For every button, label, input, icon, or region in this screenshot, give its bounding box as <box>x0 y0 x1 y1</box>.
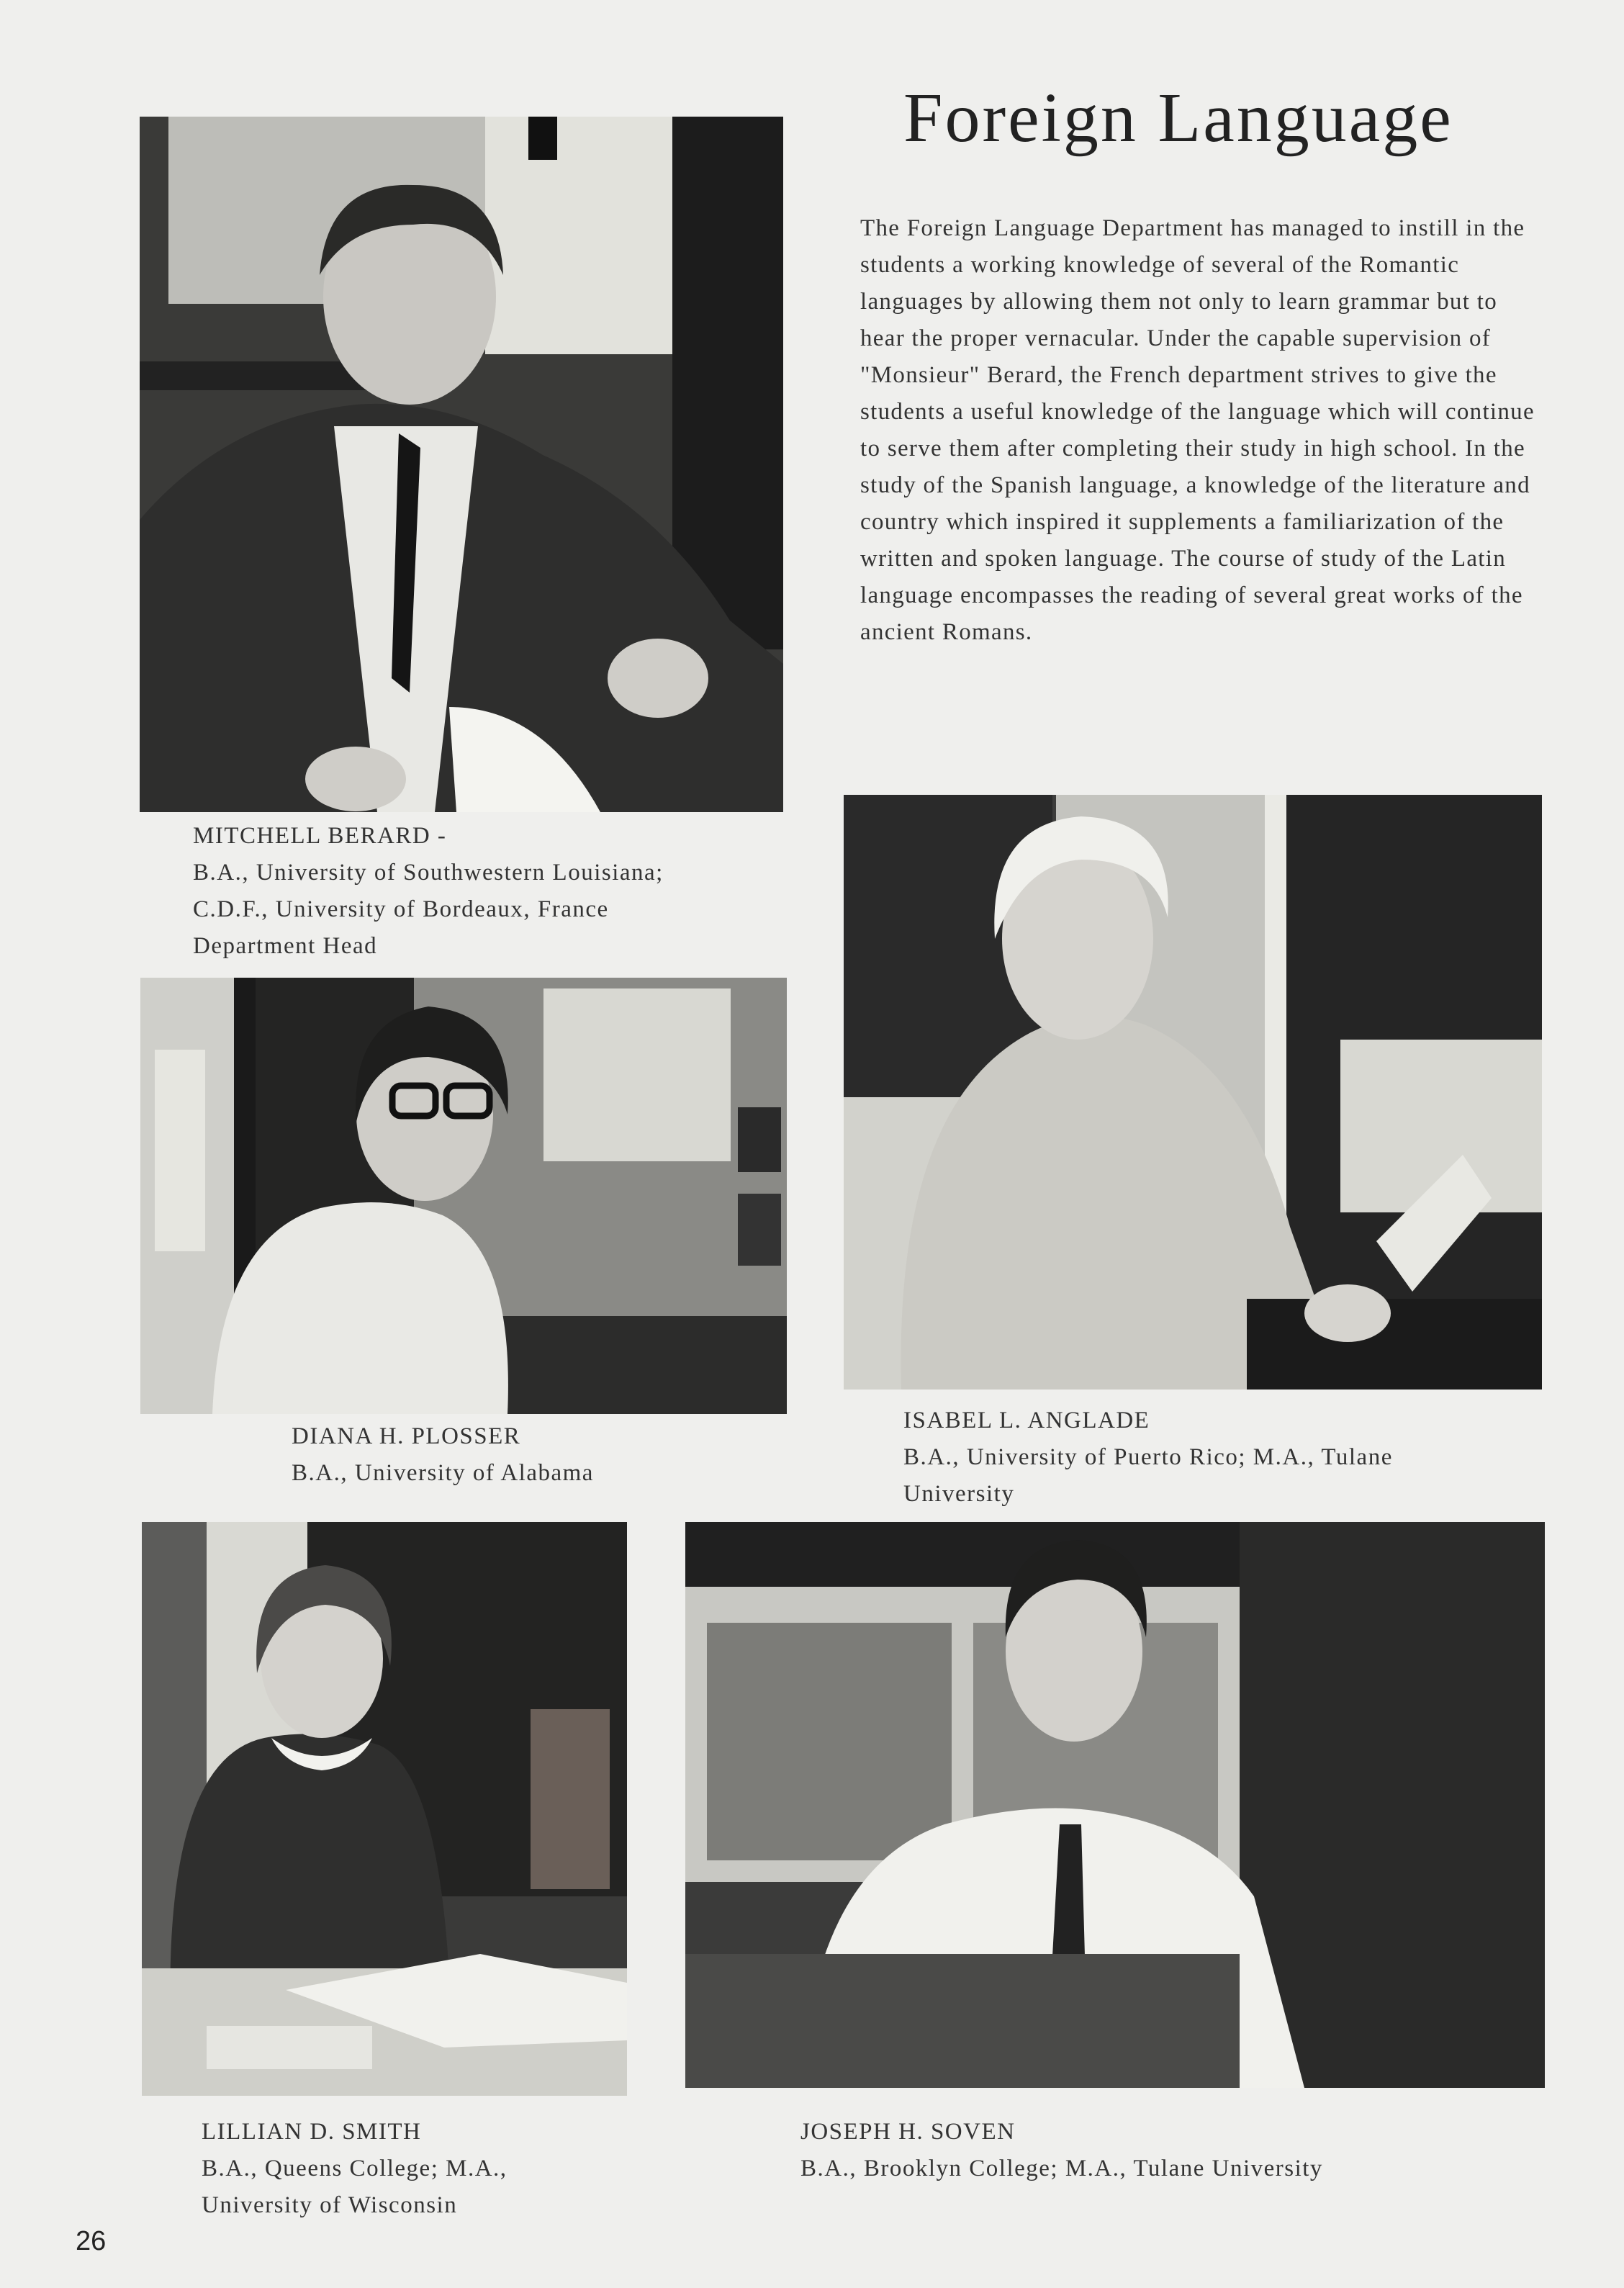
page-number: 26 <box>76 2226 107 2256</box>
faculty-credential: University <box>903 1481 1015 1507</box>
department-description: The Foreign Language Department has managed to instill in the students a working knowledge of several of the Romantic languages by allowing them not only to learn grammar but to hear the proper vernacular. Under the capable supervision of "Monsieur" Berard, the French department strives to give the students a useful knowledge of the language which will continue to serve them after completing their study in high school. In the study of the Spanish language, a knowledge of the literature and country which inspired it supplements a familiarization of the written and spoken language. The course of study of the Latin language encompasses the reading of several great works of the ancient Romans. <box>860 215 1535 645</box>
caption-diana-plosser <box>292 1418 594 1492</box>
faculty-credential: C.D.F., University of Bordeaux, France <box>193 896 609 922</box>
faculty-name: MITCHELL BERARD - <box>193 823 447 849</box>
faculty-name: ISABEL L. ANGLADE <box>903 1408 1150 1433</box>
caption-mitchell-berard <box>193 818 664 965</box>
photo-diana-plosser <box>140 978 787 1414</box>
faculty-credential: B.A., Brooklyn College; M.A., Tulane University <box>800 2156 1323 2181</box>
faculty-credential: University of Wisconsin <box>202 2192 458 2218</box>
faculty-name: DIANA H. PLOSSER <box>292 1423 521 1449</box>
page-title: Foreign Language <box>903 79 1453 157</box>
faculty-credential: B.A., University of Alabama <box>292 1460 594 1486</box>
photo-isabel-anglade <box>844 795 1542 1390</box>
faculty-credential: B.A., Queens College; M.A., <box>202 2156 508 2181</box>
photo-lillian-smith <box>142 1522 627 2096</box>
faculty-credential: B.A., University of Puerto Rico; M.A., Tulane <box>903 1444 1393 1470</box>
photo-joseph-soven <box>685 1522 1545 2088</box>
photo-mitchell-berard <box>140 117 783 812</box>
caption-lillian-smith <box>202 2114 508 2224</box>
faculty-name: JOSEPH H. SOVEN <box>800 2119 1016 2145</box>
faculty-credential: B.A., University of Southwestern Louisiana; <box>193 860 664 886</box>
faculty-role: Department Head <box>193 933 378 959</box>
faculty-name: LILLIAN D. SMITH <box>202 2119 422 2145</box>
caption-isabel-anglade <box>903 1402 1393 1513</box>
caption-joseph-soven <box>800 2114 1323 2187</box>
